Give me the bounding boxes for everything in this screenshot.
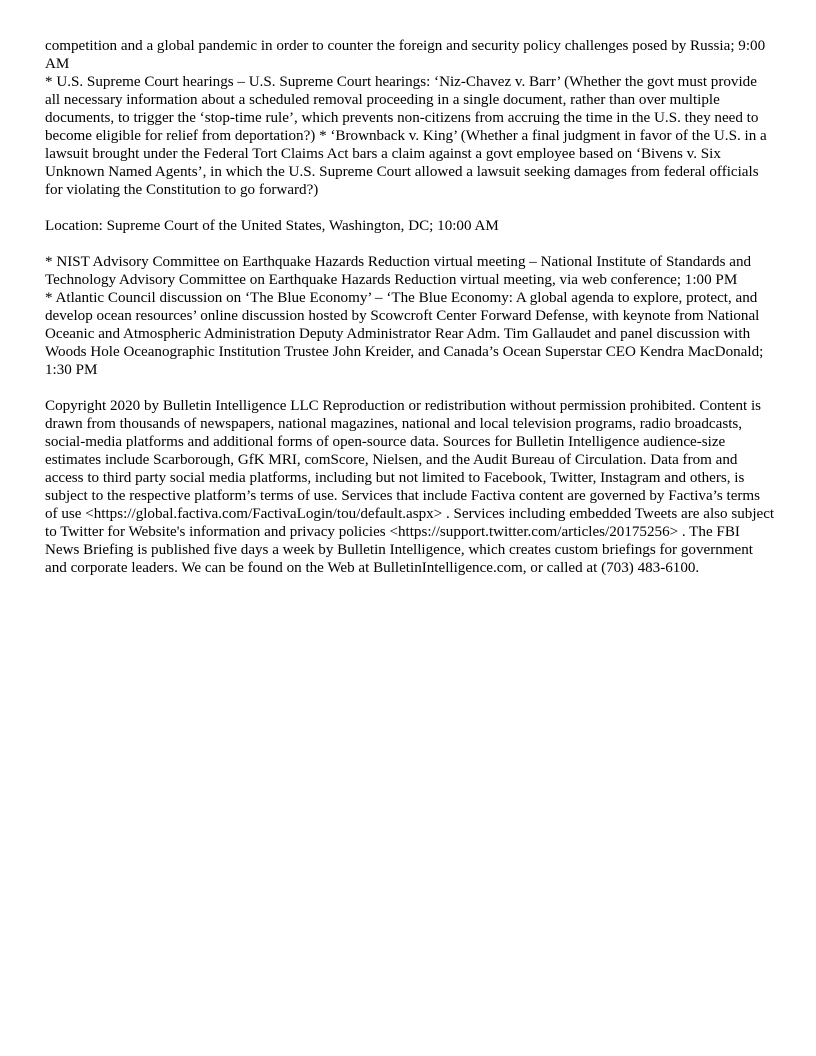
paragraph-spacer xyxy=(45,379,775,397)
supreme-court-location: Location: Supreme Court of the United States, Washington, DC; 10:00 AM xyxy=(45,218,499,234)
supreme-court-hearings-item: * U.S. Supreme Court hearings – U.S. Supreme Court hearings: ‘Niz-Chavez v. Barr’ (Whether the govt must provide all necessary information about a scheduled removal proceeding in a single document, rather than over multiple documents, to trigger the ‘stop-time rule’, which prevents non-citizens from accruing the time in the U.S. they need to become eligible for relief from deportation?) * ‘Brownback v. King’ (Whether a final judgment in favor of the U.S. in a lawsuit brought under the Federal Tort Claims Act bars a claim against a govt employee based on ‘Bivens v. Six Unknown Named Agents’, in which the U.S. Supreme Court allowed a lawsuit seeking damages from federal officials for violating the Constitution to go forward?) xyxy=(45,74,767,198)
atlantic-council-item: * Atlantic Council discussion on ‘The Blue Economy’ – ‘The Blue Economy: A global agenda to explore, protect, and develop ocean resources’ online discussion hosted by Scowcroft Center Forward Defense, with keynote from National Oceanic and Atmospheric Administration Deputy Administrator Rear Adm. Tim Gallaudet and panel discussion with Woods Hole Oceanographic Institution Trustee John Kreider, and Canada’s Ocean Superstar CEO Kendra MacDonald; 1:30 PM xyxy=(45,290,764,378)
paragraph-spacer xyxy=(45,235,775,253)
copyright-notice: Copyright 2020 by Bulletin Intelligence LLC Reproduction or redistribution without permission prohibited. Content is drawn from thousands of newspapers, national magazines, national and local television programs, radio broadcasts, social-media platforms and additional forms of open-source data. Sources for Bulletin Intelligence audience-size estimates include Scarborough, GfK MRI, comScore, Nielsen, and the Audit Bureau of Circulation. Data from and access to third party social media platforms, including but not limited to Facebook, Twitter, Instagram and others, is subject to the respective platform’s terms of use. Services that include Factiva content are governed by Factiva’s terms of use <https://global.factiva.com/FactivaLogin/tou/default.aspx> . Services including embedded Tweets are also subject to Twitter for Website's information and privacy policies <https://support.twitter.com/articles/20175256> . The FBI News Briefing is published five days a week by Bulletin Intelligence, which creates custom briefings for government and corporate leaders. We can be found on the Web at BulletinIntelligence.com, or called at (703) 483-6100. xyxy=(45,398,775,576)
nist-meeting-item: * NIST Advisory Committee on Earthquake Hazards Reduction virtual meeting – National Institute of Standards and Technology Advisory Committee on Earthquake Hazards Reduction virtual meeting, via web conference; 1:00 PM xyxy=(45,254,752,288)
russia-item-continuation: competition and a global pandemic in order to counter the foreign and security policy challenges posed by Russia; 9:00 AM xyxy=(45,38,766,72)
paragraph-spacer xyxy=(45,199,775,217)
document-body xyxy=(45,37,775,577)
